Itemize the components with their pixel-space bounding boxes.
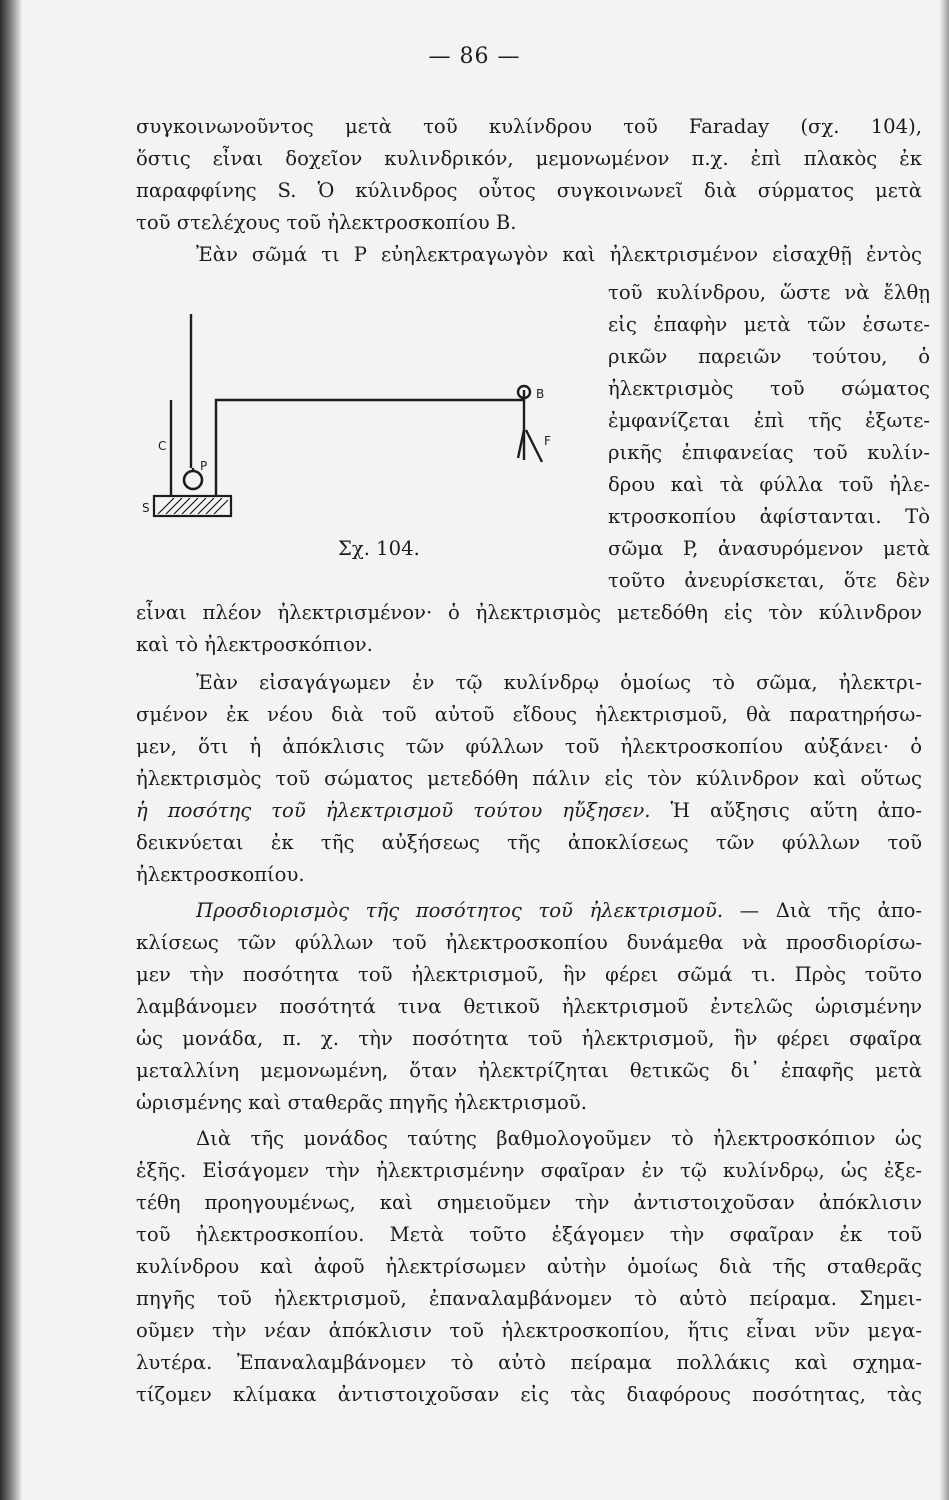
text-line: κλίσεως τῶν φύλλων τοῦ ἠλεκτροσκοπίου δυνάμεθα νὰ προσδιορίσω- [136,931,922,954]
italic-statement: ἡ ποσότης τοῦ ἠλεκτρισμοῦ τούτου ηὔξησεν. [136,799,651,822]
ball-p [184,471,202,489]
text-line: τοῦ στελέχους τοῦ ἠλεκτροσκοπίου B. [136,211,517,234]
text-line: ρικῆς ἐπιφανείας τοῦ κυλίν- [608,441,930,464]
text-line: δεικνύεται ἐκ τῆς αὐξήσεως τῆς ἀποκλίσεως τῶν φύλλων τοῦ [136,831,922,854]
text-line [136,798,922,824]
figure-caption: Σχ. 104. [338,537,420,560]
text-line: Ἐὰν εἰσαγάγωμεν ἐν τῷ κυλίνδρῳ ὁμοίως τὸ σῶμα, ἠλεκτρι- [196,671,922,694]
text-line: σμένον ἐκ νέου διὰ τοῦ αὐτοῦ εἴδους ἠλεκτρισμοῦ, θὰ παρατηρήσω- [136,703,922,726]
text-line: ὡρισμένης καὶ σταθερᾶς πηγῆς ἠλεκτρισμοῦ. [136,1091,587,1114]
text-line: τέθη προηγουμένως, καὶ σημειοῦμεν τὴν ἀντιστοιχοῦσαν ἀπόκλισιν [136,1191,922,1214]
electroscope-leaf-right [526,430,542,462]
text-line: ἠλεκτροσκοπίου. [136,863,305,886]
figure-faraday-cylinder [140,300,570,540]
text-line: εἶναι πλέον ἠλεκτρισμένον· ὁ ἠλεκτρισμὸς μετεδόθη εἰς τὸν κύλινδρον [136,601,922,624]
text-line: κτροσκοπίου ἀφίστανται. Τὸ [608,505,930,528]
text-line: ὅστις εἶναι δοχεῖον κυλινδρικόν, μεμονωμένον π.χ. ἐπὶ πλακὸς ἐκ [136,147,922,170]
page-number: — 86 — [428,44,521,69]
page-left-edge [0,0,22,1500]
text-line: κυλίνδρου καὶ ἀφοῦ ἠλεκτρίσωμεν αὐτὴν ὁμοίως διὰ τῆς σταθερᾶς [136,1255,922,1278]
text-line: μεν, ὅτι ἡ ἀπόκλισις τῶν φύλλων τοῦ ἠλεκτροσκοπίου αὐξάνει· ὁ [136,735,922,758]
text-line: ὡς μονάδα, π. χ. τὴν ποσότητα τοῦ ἠλεκτρισμοῦ, ἣν φέρει σφαῖρα [136,1027,922,1050]
text-line: καὶ τὸ ἠλεκτροσκόπιον. [136,633,373,656]
text-line: λαμβάνομεν ποσότητά τινα θετικοῦ ἠλεκτρισμοῦ ἐντελῶς ὡρισμένην [136,995,922,1018]
text-line: δρου καὶ τὰ φύλλα τοῦ ἠλε- [608,473,930,496]
text-line: Ἐὰν σῶμά τι P εὐηλεκτραγωγὸν καὶ ἠλεκτρισμένον εἰσαχθῇ ἐντὸς [196,243,922,266]
text-line: πηγῆς τοῦ ἠλεκτρισμοῦ, ἐπαναλαμβάνομεν τὸ αὐτὸ πείραμα. Σημει- [136,1287,922,1310]
text-line: εἰς ἐπαφὴν μετὰ τῶν ἐσωτε- [608,313,930,336]
text-line: παραφφίνης S. Ὁ κύλινδρος οὗτος συγκοινωνεῖ διὰ σύρματος μετὰ [136,179,922,202]
text-line: ἠλεκτρισμὸς τοῦ σώματος μετεδόθη πάλιν εἰς τὸν κύλινδρον καὶ οὕτως [136,767,922,790]
text-line: ἑξῆς. Εἰσάγομεν τὴν ἠλεκτρισμένην σφαῖραν ἐν τῷ κυλίνδρῳ, ὡς ἐξε- [136,1159,922,1182]
text-line: τίζομεν κλίμακα ἀντιστοιχοῦσαν εἰς τὰς διαφόρους ποσότητας, τὰς [136,1383,922,1406]
label-f: F [544,434,551,448]
text-line [196,898,922,924]
text-line: Διὰ τῆς μονάδος ταύτης βαθμολογοῦμεν τὸ ἠλεκτροσκόπιον ὡς [196,1127,922,1150]
text-line: ἐμφανίζεται ἐπὶ τῆς ἐξωτε- [608,409,930,432]
text-line: μεταλλίνη μεμονωμένη, ὅταν ἠλεκτρίζηται θετικῶς δι᾽ ἐπαφῆς μετὰ [136,1059,922,1082]
text-line: τοῦτο ἀνευρίσκεται, ὅτε δὲν [608,569,930,592]
text-line-rest: — Διὰ τῆς ἀπο- [739,899,922,922]
text-line [136,114,922,140]
connecting-wire [216,390,524,402]
label-s: S [142,501,150,515]
text-line: λυτέρα. Ἐπαναλαμβάνομεν τὸ αὐτὸ πείραμα πολλάκις καὶ σχημα- [136,1351,922,1374]
text-line: οῦμεν τὴν νέαν ἀπόκλισιν τοῦ ἠλεκτροσκοπίου, ἥτις εἶναι νῦν μεγα- [136,1319,922,1342]
text-line: τοῦ κυλίνδρου, ὥστε νὰ ἔλθῃ [608,281,930,304]
section-heading: Προσδιορισμὸς τῆς ποσότητος τοῦ ἠλεκτρισμοῦ. [196,899,724,922]
page-right-edge [939,0,949,1500]
text-line: ρικῶν παρειῶν τούτου, ὁ [608,345,930,368]
text-line-content: συγκοινωνοῦντος μετὰ τοῦ κυλίνδρου τοῦ Faraday (σχ. 104), [136,115,922,138]
text-line: ἠλεκτρισμὸς τοῦ σώματος [608,377,930,400]
text-line-rest: Ἡ αὔξησις αὕτη ἀπο- [650,799,922,822]
text-line: μεν τὴν ποσότητα τοῦ ἠλεκτρισμοῦ, ἣν φέρει σῶμά τι. Πρὸς τοῦτο [136,963,922,986]
label-b: B [536,387,545,401]
label-p: P [200,459,208,473]
text-line: σῶμα P, ἀνασυρόμενον μετὰ [608,537,930,560]
label-c: C [158,439,167,453]
text-line: τοῦ ἠλεκτροσκοπίου. Μετὰ τοῦτο ἐξάγομεν τὴν σφαῖραν ἐκ τοῦ [136,1223,922,1246]
